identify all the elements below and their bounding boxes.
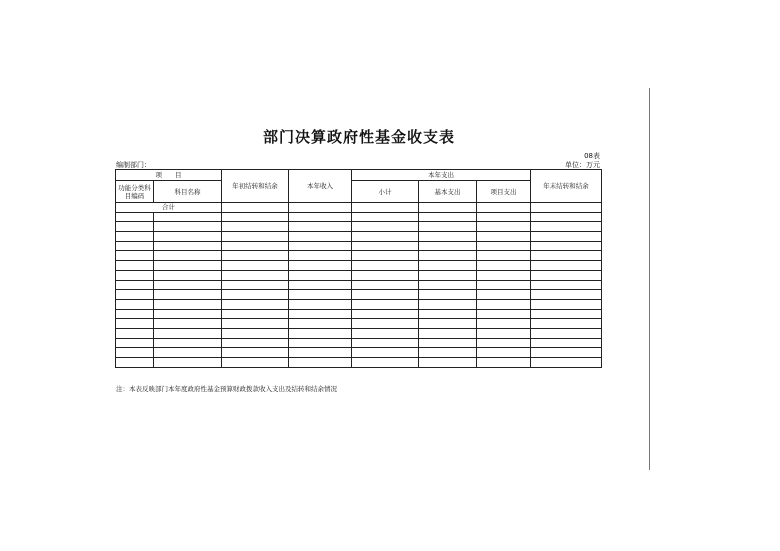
table-cell bbox=[531, 348, 602, 358]
table-cell bbox=[531, 212, 602, 222]
table-cell bbox=[289, 222, 352, 232]
table-cell bbox=[531, 251, 602, 261]
table-cell bbox=[531, 328, 602, 338]
table-cell bbox=[154, 348, 222, 358]
table-cell bbox=[419, 328, 477, 338]
header-income: 本年收入 bbox=[289, 170, 352, 203]
table-cell bbox=[154, 309, 222, 319]
header-item: 项 目 bbox=[116, 170, 222, 181]
table-cell bbox=[222, 348, 289, 358]
table-cell bbox=[222, 290, 289, 300]
header-func-code: 功能分类科目编码 bbox=[116, 181, 154, 203]
table-cell bbox=[289, 261, 352, 271]
table-cell bbox=[531, 270, 602, 280]
table-cell bbox=[352, 241, 419, 251]
table-cell bbox=[419, 358, 477, 368]
table-cell bbox=[419, 348, 477, 358]
table-cell bbox=[222, 338, 289, 348]
table-cell bbox=[154, 241, 222, 251]
table-cell bbox=[419, 280, 477, 290]
table-cell bbox=[419, 270, 477, 280]
table-row bbox=[116, 280, 602, 290]
table-row bbox=[116, 270, 602, 280]
table-cell bbox=[154, 232, 222, 242]
table-cell bbox=[222, 270, 289, 280]
department-label: 编制部门： bbox=[116, 161, 151, 169]
table-cell bbox=[289, 348, 352, 358]
table-cell bbox=[477, 328, 531, 338]
table-cell bbox=[116, 232, 154, 242]
table-cell bbox=[154, 328, 222, 338]
table-cell bbox=[116, 280, 154, 290]
table-cell bbox=[154, 299, 222, 309]
table-cell bbox=[154, 280, 222, 290]
table-cell bbox=[477, 319, 531, 329]
table-cell bbox=[116, 261, 154, 271]
table-cell bbox=[477, 290, 531, 300]
table-cell bbox=[419, 212, 477, 222]
table-row bbox=[116, 212, 602, 222]
table-cell bbox=[352, 290, 419, 300]
total-row bbox=[116, 203, 602, 213]
table-cell bbox=[477, 358, 531, 368]
table-cell bbox=[116, 309, 154, 319]
table-cell bbox=[477, 338, 531, 348]
table-cell bbox=[352, 299, 419, 309]
table-cell bbox=[289, 270, 352, 280]
table-cell bbox=[352, 203, 419, 213]
table-cell bbox=[352, 309, 419, 319]
table-cell bbox=[289, 241, 352, 251]
table-row bbox=[116, 358, 602, 368]
table-cell bbox=[352, 348, 419, 358]
table-cell bbox=[477, 203, 531, 213]
table-cell bbox=[222, 261, 289, 271]
table-cell bbox=[531, 280, 602, 290]
table-cell bbox=[154, 338, 222, 348]
table-cell bbox=[289, 338, 352, 348]
table-cell bbox=[531, 358, 602, 368]
table-row bbox=[116, 290, 602, 300]
table-cell bbox=[419, 261, 477, 271]
table-cell bbox=[352, 251, 419, 261]
table-cell bbox=[154, 251, 222, 261]
table-row bbox=[116, 348, 602, 358]
table-cell bbox=[477, 251, 531, 261]
table-cell bbox=[477, 280, 531, 290]
header-expenditure: 本年支出 bbox=[352, 170, 531, 181]
table-cell bbox=[477, 232, 531, 242]
table-cell bbox=[222, 309, 289, 319]
table-cell bbox=[352, 319, 419, 329]
table-cell bbox=[531, 261, 602, 271]
table-cell bbox=[477, 241, 531, 251]
table-cell bbox=[477, 299, 531, 309]
table-cell bbox=[419, 309, 477, 319]
table-row bbox=[116, 222, 602, 232]
table-cell bbox=[419, 203, 477, 213]
table-cell bbox=[222, 328, 289, 338]
table-cell bbox=[352, 261, 419, 271]
table-cell bbox=[477, 222, 531, 232]
table-cell bbox=[289, 309, 352, 319]
table-cell bbox=[116, 290, 154, 300]
table-row bbox=[116, 328, 602, 338]
table-cell bbox=[477, 270, 531, 280]
table-cell bbox=[289, 358, 352, 368]
table-cell bbox=[352, 328, 419, 338]
table-cell bbox=[154, 290, 222, 300]
table-cell bbox=[531, 290, 602, 300]
table-cell bbox=[116, 299, 154, 309]
table-cell bbox=[352, 222, 419, 232]
table-cell bbox=[419, 222, 477, 232]
table-cell bbox=[289, 290, 352, 300]
form-number: 08表 bbox=[584, 152, 600, 160]
page-title: 部门决算政府性基金收支表 bbox=[262, 128, 455, 146]
table-cell bbox=[477, 212, 531, 222]
table-cell bbox=[222, 319, 289, 329]
table-cell bbox=[531, 241, 602, 251]
total-label: 合计 bbox=[116, 203, 222, 213]
table-cell bbox=[289, 251, 352, 261]
table-row bbox=[116, 319, 602, 329]
table-cell bbox=[419, 232, 477, 242]
table-cell bbox=[116, 358, 154, 368]
table-cell bbox=[116, 241, 154, 251]
table-cell bbox=[154, 212, 222, 222]
table-cell bbox=[531, 232, 602, 242]
table-cell bbox=[116, 251, 154, 261]
table-cell bbox=[116, 212, 154, 222]
table-cell bbox=[289, 319, 352, 329]
fund-income-expenditure-table bbox=[115, 169, 602, 368]
table-cell bbox=[116, 319, 154, 329]
table-cell bbox=[154, 358, 222, 368]
table-row bbox=[116, 232, 602, 242]
table-row bbox=[116, 309, 602, 319]
table-cell bbox=[222, 222, 289, 232]
table-cell bbox=[477, 261, 531, 271]
table-cell bbox=[116, 338, 154, 348]
table-cell bbox=[419, 290, 477, 300]
header-begin-balance: 年初结转和结余 bbox=[222, 170, 289, 203]
table-cell bbox=[222, 299, 289, 309]
table-cell bbox=[154, 261, 222, 271]
table-cell bbox=[289, 280, 352, 290]
table-cell bbox=[289, 232, 352, 242]
table-cell bbox=[222, 241, 289, 251]
table-cell bbox=[419, 241, 477, 251]
table-row bbox=[116, 261, 602, 271]
footnote: 注：本表反映部门本年度政府性基金预算财政拨款收入支出及结转和结余情况 bbox=[116, 385, 337, 393]
table-cell bbox=[352, 232, 419, 242]
table-cell bbox=[154, 222, 222, 232]
header-subtotal: 小计 bbox=[352, 181, 419, 203]
table-cell bbox=[222, 251, 289, 261]
table-row bbox=[116, 338, 602, 348]
table-cell bbox=[116, 348, 154, 358]
table-cell bbox=[531, 203, 602, 213]
table-row bbox=[116, 241, 602, 251]
table-cell bbox=[531, 309, 602, 319]
unit-label: 单位：万元 bbox=[565, 161, 600, 169]
table-cell bbox=[477, 309, 531, 319]
table-cell bbox=[477, 348, 531, 358]
table-cell bbox=[531, 222, 602, 232]
table-cell bbox=[352, 358, 419, 368]
table-row bbox=[116, 299, 602, 309]
table-cell bbox=[289, 299, 352, 309]
table-cell bbox=[222, 203, 289, 213]
table-cell bbox=[116, 270, 154, 280]
table-cell bbox=[419, 299, 477, 309]
table-cell bbox=[352, 212, 419, 222]
header-subject-name: 科目名称 bbox=[154, 181, 222, 203]
table-cell bbox=[154, 319, 222, 329]
table-cell bbox=[531, 319, 602, 329]
table-cell bbox=[222, 232, 289, 242]
table-cell bbox=[222, 212, 289, 222]
table-cell bbox=[289, 212, 352, 222]
table-row bbox=[116, 251, 602, 261]
table-cell bbox=[531, 338, 602, 348]
table-cell bbox=[222, 280, 289, 290]
table-cell bbox=[352, 270, 419, 280]
table-cell bbox=[419, 319, 477, 329]
table-cell bbox=[116, 222, 154, 232]
table-cell bbox=[289, 328, 352, 338]
table-cell bbox=[531, 299, 602, 309]
table-cell bbox=[352, 280, 419, 290]
table-cell bbox=[419, 338, 477, 348]
table-cell bbox=[419, 251, 477, 261]
header-project: 项目支出 bbox=[477, 181, 531, 203]
header-basic: 基本支出 bbox=[419, 181, 477, 203]
table-cell bbox=[116, 328, 154, 338]
table-cell bbox=[289, 203, 352, 213]
table-cell bbox=[352, 338, 419, 348]
table-cell bbox=[154, 270, 222, 280]
header-end-balance: 年末结转和结余 bbox=[531, 170, 602, 203]
table-cell bbox=[222, 358, 289, 368]
